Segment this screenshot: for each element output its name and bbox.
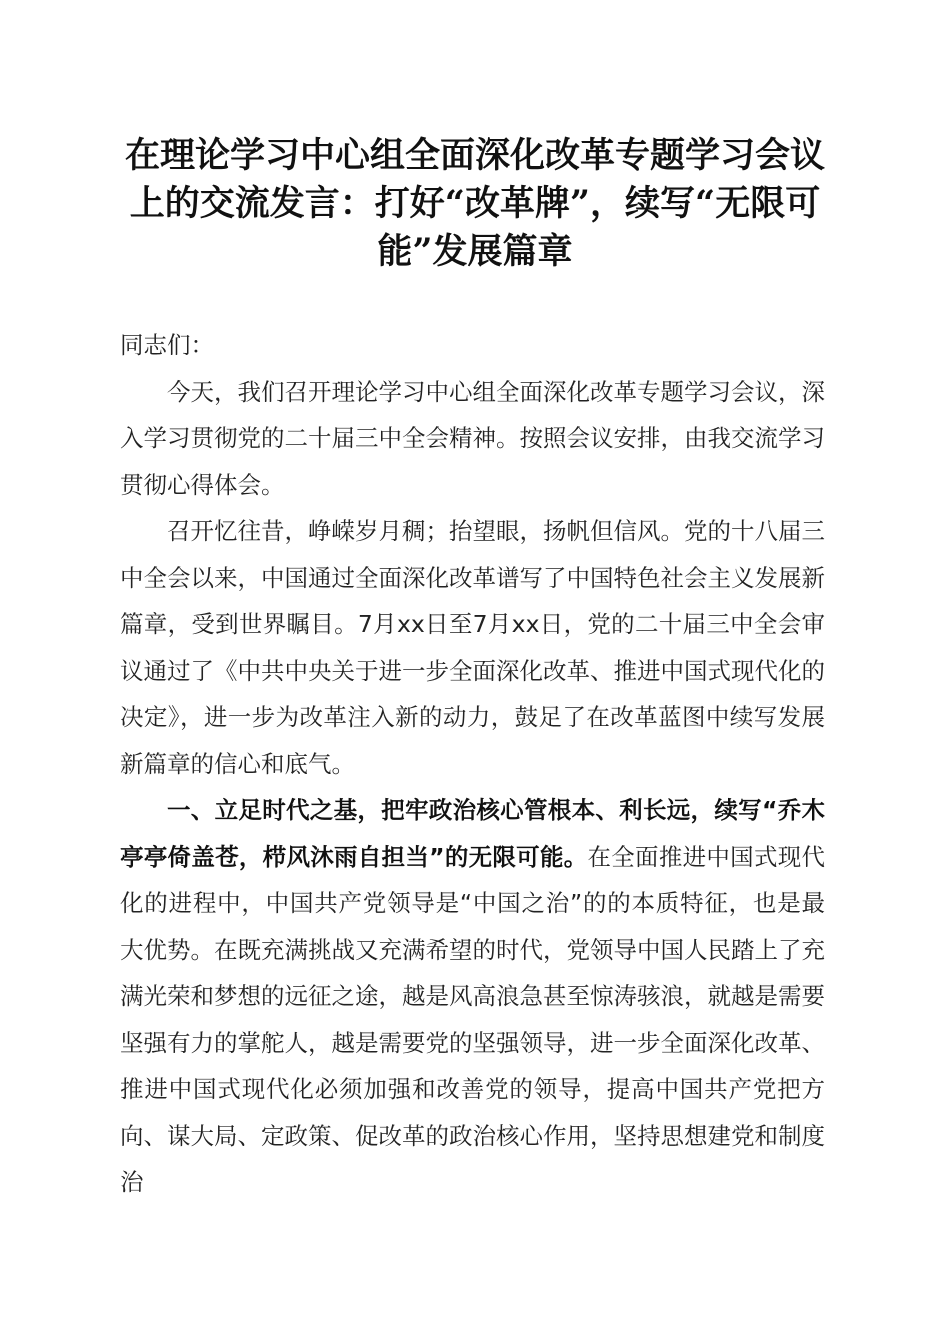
document-title: 在理论学习中心组全面深化改革专题学习会议上的交流发言：打好“改革牌”，续写“无限可能”发展篇章 <box>124 135 825 272</box>
section-1-heading: 一、立足时代之基，把牢政治核心管根本、利长远，续写“乔木亭亭倚盖苍，栉风沐雨自担当”的无限可能。 <box>120 796 825 871</box>
paragraph-intro: 今天，我们召开理论学习中心组全面深化改革专题学习会议，深入学习贯彻党的二十届三中全会精神。按照会议安排，由我交流学习贯彻心得体会。 <box>120 377 825 499</box>
greeting: 同志们： <box>120 331 214 359</box>
section-1-paragraph <box>120 787 825 1206</box>
document-body <box>120 322 825 1206</box>
section-1-text: 在全面推进中国式现代化的进程中，中国共产党领导是“中国之治”的的本质特征，也是最大优势。在既充满挑战又充满希望的时代，党领导中国人民踏上了充满光荣和梦想的远征之途，越是风高浪急甚至惊涛骇浪，就越是需要坚强有力的掌舵人，越是需要党的坚强领导，进一步全面深化改革、推进中国式现代化必须加强和改善党的领导，提高中国共产党把方向、谋大局、定政策、促改革的政治核心作用，坚持思想建党和制度治 <box>120 842 825 1196</box>
paragraph-background: 召开忆往昔，峥嵘岁月稠；抬望眼，扬帆但信风。党的十八届三中全会以来，中国通过全面深化改革谱写了中国特色社会主义发展新篇章，受到世界瞩目。7月xx日至7月xx日，党的二十届三中全会审议通过了《中共中央关于进一步全面深化改革、推进中国式现代化的决定》，进一步为改革注入新的动力，鼓足了在改革蓝图中续写发展新篇章的信心和底气。 <box>120 517 825 778</box>
